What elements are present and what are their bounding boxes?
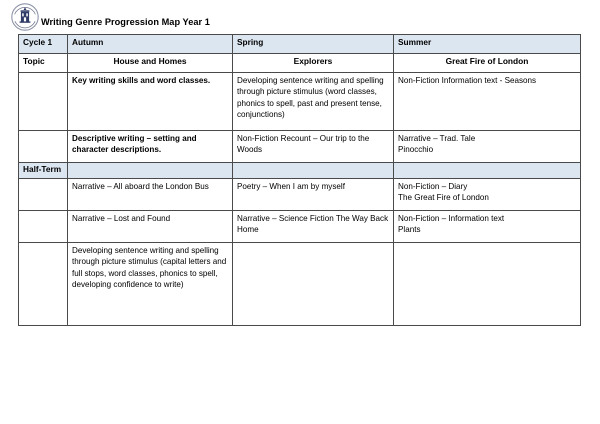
page-title: Writing Genre Progression Map Year 1	[41, 17, 210, 27]
half-term-spring-cell	[233, 163, 394, 179]
row4-spring-cell: Narrative – Science Fiction The Way Back Home	[233, 210, 394, 242]
school-crest-icon	[8, 2, 42, 33]
row3-autumn-cell: Narrative – All aboard the London Bus	[68, 178, 233, 210]
row1-autumn-cell: Key writing skills and word classes.	[68, 73, 233, 131]
column-header-cycle: Cycle 1	[19, 35, 68, 54]
table-header-row	[19, 35, 581, 54]
row5-autumn-cell: Developing sentence writing and spelling through picture stimulus (capital letters and full stops, word classes, phonics to spell, developing confidence to write)	[68, 242, 233, 325]
row4-summer-cell	[394, 210, 581, 242]
column-header-summer: Summer	[394, 35, 581, 54]
row1-spring-cell: Developing sentence writing and spelling through picture stimulus (word classes, phonics to spell, past and present tense, conjunctions)	[233, 73, 394, 131]
row4-summer-line2: Plants	[398, 225, 421, 235]
topic-row	[19, 54, 581, 73]
document-header	[8, 2, 580, 36]
row5-cycle-cell	[19, 242, 68, 325]
row5-summer-cell	[394, 242, 581, 325]
row2-summer-cell	[394, 131, 581, 163]
row4-autumn-cell: Narrative – Lost and Found	[68, 210, 233, 242]
topic-summer: Great Fire of London	[394, 54, 581, 73]
row3-summer-line1: Non-Fiction – Diary	[398, 181, 468, 191]
row2-spring-cell: Non-Fiction Recount – Our trip to the Woods	[233, 131, 394, 163]
table-row	[19, 178, 581, 210]
topic-row-label: Topic	[19, 54, 68, 73]
row4-cycle-cell	[19, 210, 68, 242]
column-header-autumn: Autumn	[68, 35, 233, 54]
row3-cycle-cell	[19, 178, 68, 210]
row1-summer-cell: Non-Fiction Information text - Seasons	[394, 73, 581, 131]
table-row	[19, 131, 581, 163]
row3-summer-cell	[394, 178, 581, 210]
topic-autumn: House and Homes	[68, 54, 233, 73]
table-row	[19, 73, 581, 131]
row3-spring-cell: Poetry – When I am by myself	[233, 178, 394, 210]
topic-spring: Explorers	[233, 54, 394, 73]
row2-autumn-cell: Descriptive writing – setting and character descriptions.	[68, 131, 233, 163]
column-header-spring: Spring	[233, 35, 394, 54]
row1-cycle-cell	[19, 73, 68, 131]
half-term-label: Half-Term	[19, 163, 68, 179]
half-term-divider-row	[19, 163, 581, 179]
row3-summer-line2: The Great Fire of London	[398, 193, 489, 203]
row2-summer-line1: Narrative – Trad. Tale	[398, 134, 476, 143]
table-row	[19, 210, 581, 242]
half-term-autumn-cell	[68, 163, 233, 179]
row2-summer-line2: Pinocchio	[398, 145, 434, 155]
writing-genre-progression-table	[18, 34, 581, 326]
half-term-summer-cell	[394, 163, 581, 179]
row2-cycle-cell	[19, 131, 68, 163]
row4-summer-line1: Non-Fiction – Information text	[398, 213, 505, 223]
table-row	[19, 242, 581, 325]
row5-spring-cell	[233, 242, 394, 325]
